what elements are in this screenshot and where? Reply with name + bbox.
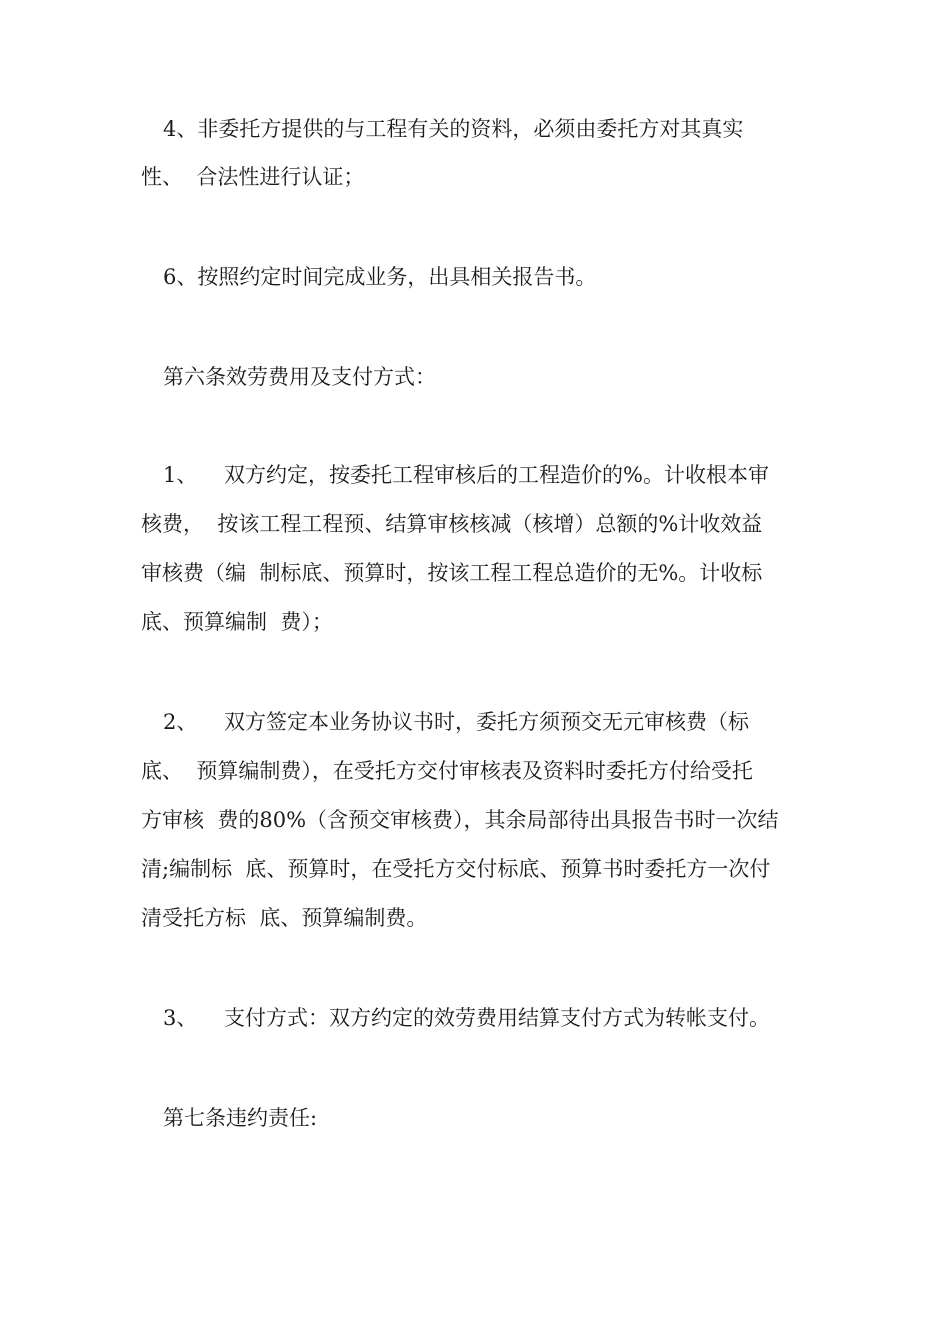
- text-line: 1、 双方约定，按委托工程审核后的工程造价的%。计收根本审: [163, 463, 770, 487]
- text-line: 性、 合法性进行认证；: [141, 165, 365, 189]
- text-line: 审核费（编 制标底、预算时，按该工程工程总造价的无%。计收标: [141, 561, 763, 585]
- text-line: 方审核 费的80%（含预交审核费），其余局部待出具报告书时一次结: [141, 808, 779, 832]
- text-line: 2、 双方签定本业务协议书时，委托方须预交无元审核费（标: [163, 710, 750, 734]
- text-line: 底、 预算编制费），在受托方交付审核表及资料时委托方付给受托: [141, 759, 753, 783]
- text-line: 清;编制标 底、预算时，在受托方交付标底、预算书时委托方一次付: [141, 857, 771, 881]
- text-line: 4、非委托方提供的与工程有关的资料，必须由委托方对其真实: [163, 117, 744, 141]
- text-line: 底、预算编制 费）；: [141, 610, 333, 634]
- text-line: 6、按照约定时间完成业务，出具相关报告书。: [163, 265, 597, 289]
- section-heading: 第六条效劳费用及支付方式：: [163, 365, 436, 389]
- section-heading: 第七条违约责任:: [163, 1106, 318, 1130]
- text-line: 3、 支付方式：双方约定的效劳费用结算支付方式为转帐支付。: [163, 1006, 771, 1030]
- text-line: 清受托方标 底、预算编制费。: [141, 906, 428, 930]
- text-line: 核费， 按该工程工程预、结算审核核减（核增）总额的%计收效益: [141, 512, 763, 536]
